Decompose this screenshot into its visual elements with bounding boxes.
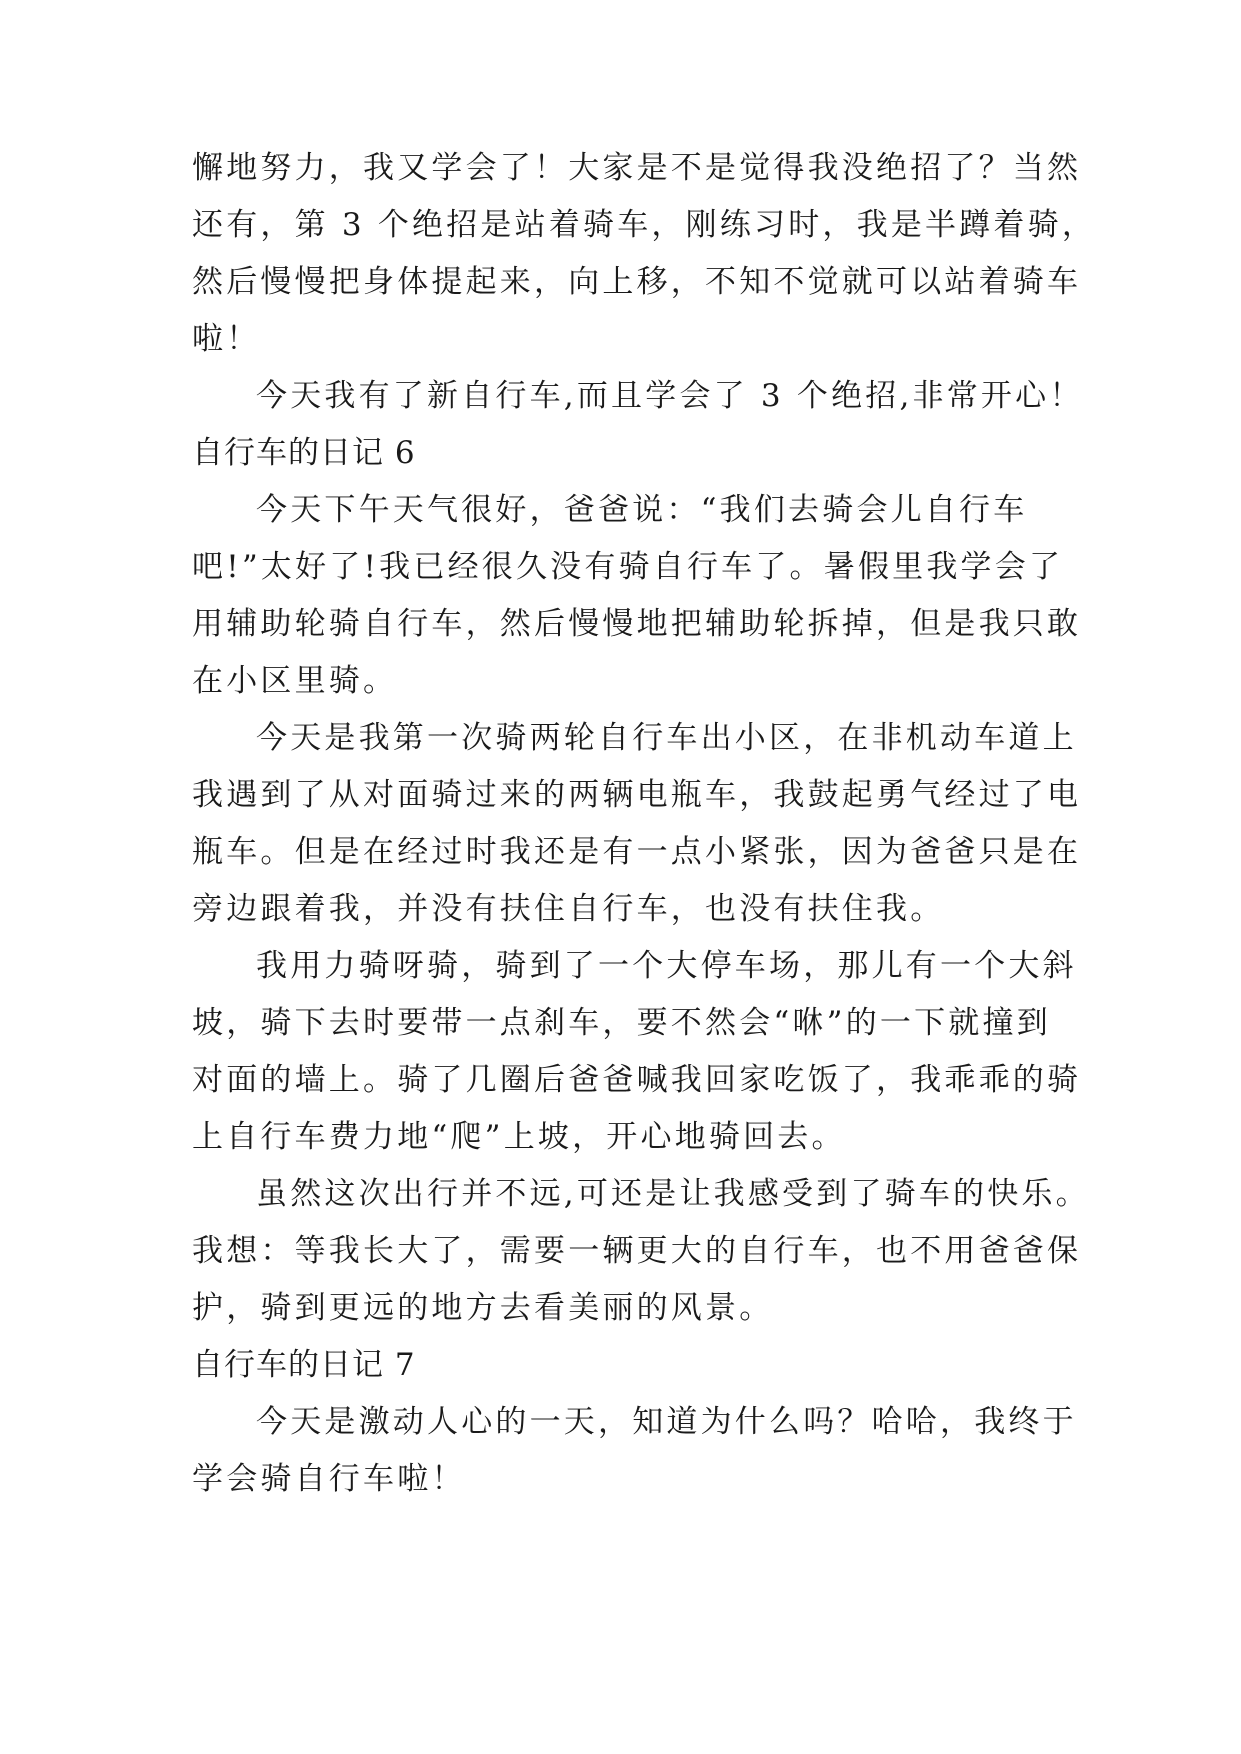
body-line: 我想：等我长大了，需要一辆更大的自行车，也不用爸爸保 [192,1233,1082,1269]
body-line: 瓶车。但是在经过时我还是有一点小紧张，因为爸爸只是在 [192,834,1082,870]
body-line: 对面的墙上。骑了几圈后爸爸喊我回家吃饭了，我乖乖的骑 [192,1062,1082,1098]
body-line: 吧!”太好了!我已经很久没有骑自行车了。暑假里我学会了 [192,549,1064,585]
body-line: 我遇到了从对面骑过来的两辆电瓶车，我鼓起勇气经过了电 [192,777,1082,813]
body-line: 坡，骑下去时要带一点刹车，要不然会“咻”的一下就撞到 [192,1005,1051,1041]
paragraph-first-line: 今天是我第一次骑两轮自行车出小区，在非机动车道上 [256,720,1077,756]
body-line: 旁边跟着我，并没有扶住自行车，也没有扶住我。 [192,891,945,927]
body-line: 然后慢慢把身体提起来，向上移，不知不觉就可以站着骑车 [192,264,1082,300]
paragraph-first-line: 我用力骑呀骑，骑到了一个大停车场，那儿有一个大斜 [256,948,1077,984]
body-line: 在小区里骑。 [192,663,398,699]
paragraph-first-line: 今天下午天气很好，爸爸说：“我们去骑会儿自行车 [256,492,1028,528]
paragraph-first-line: 今天是激动人心的一天，知道为什么吗？哈哈，我终于 [256,1404,1077,1440]
body-line: 还有，第 3 个绝招是站着骑车，刚练习时，我是半蹲着骑， [192,207,1097,243]
body-line: 护，骑到更远的地方去看美丽的风景。 [192,1290,774,1326]
paragraph-first-line: 虽然这次出行并不远,可还是让我感受到了骑车的快乐。 [256,1176,1090,1212]
body-line: 用辅助轮骑自行车，然后慢慢地把辅助轮拆掉，但是我只敢 [192,606,1082,642]
paragraph-first-line: 今天我有了新自行车,而且学会了 3 个绝招,非常开心！ [256,378,1084,414]
body-line: 上自行车费力地“爬”上坡，开心地骑回去。 [192,1119,846,1155]
body-line: 学会骑自行车啦！ [192,1461,466,1497]
section-heading-7: 自行车的日记 7 [192,1347,416,1383]
body-line: 啦！ [192,321,261,357]
section-heading-6: 自行车的日记 6 [192,435,416,471]
body-line: 懈地努力，我又学会了！大家是不是觉得我没绝招了？当然 [192,150,1082,186]
